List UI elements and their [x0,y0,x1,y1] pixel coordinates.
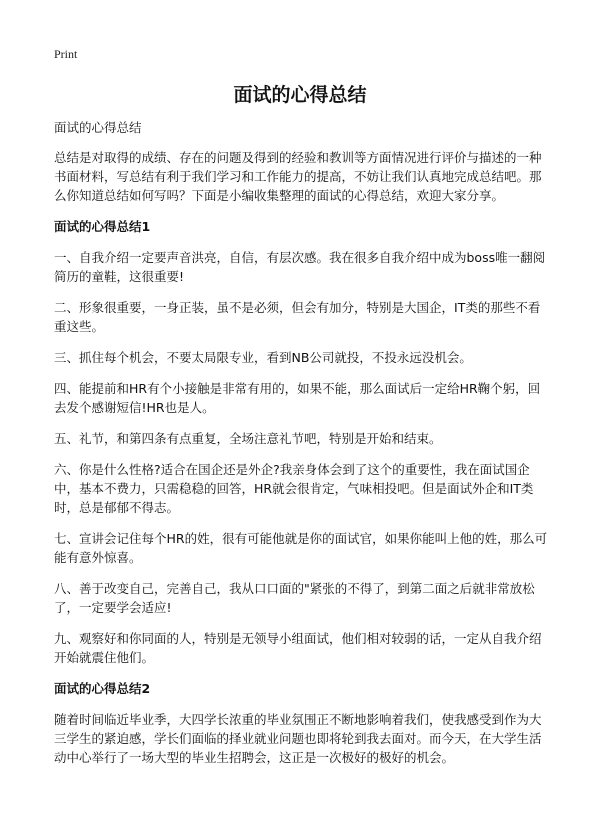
paragraph: 三、抓住每个机会，不要太局限专业，看到NB公司就投，不投永远没机会。 [54,350,472,365]
article-subtitle: 面试的心得总结 [54,120,142,135]
paragraph: 七、宣讲会记住每个HR的姓，很有可能他就是你的面试官，如果你能叫上他的姓，那么可能有意外惊喜。 [54,531,548,565]
paragraph: 五、礼节，和第四条有点重复，全场注意礼节吧，特别是开始和结束。 [54,431,442,446]
intro-paragraph: 总结是对取得的成绩、存在的问题及得到的经验和教训等方面情况进行评价与描述的一种书面材料，写总结有利于我们学习和工作能力的提高，不妨让我们认真地完成总结吧。那么你知道总结如何写吗？下面是小编收集整理的面试的心得总结，欢迎大家分享。 [54,150,542,203]
paragraph: 九、观察好和你同面的人，特别是无领导小组面试，他们相对较弱的话，一定从自我介绍开始就震住他们。 [54,631,542,665]
page-title: 面试的心得总结 [233,84,367,106]
section-heading-1: 面试的心得总结1 [54,219,151,234]
paragraph: 四、能提前和HR有个小接触是非常有用的，如果不能，那么面试后一定给HR鞠个躬，回去发个感谢短信!HR也是人。 [54,381,541,415]
article-body [54,118,552,779]
paragraph: 一、自我介绍一定要声音洪亮，自信，有层次感。我在很多自我介绍中成为boss唯一翻阅简历的童鞋，这很重要! [54,250,546,284]
section-heading-2: 面试的心得总结2 [54,681,151,696]
paragraph: 八、善于改变自己，完善自己，我从口口面的"紧张的不得了，到第二面之后就非常放松了，一定要学会适应! [54,581,535,615]
paragraph: 二、形象很重要，一身正装，虽不是必须，但会有加分，特别是大国企，IT类的那些不看重这些。 [54,300,541,334]
print-link[interactable]: Print [54,47,78,61]
paragraph: 随着时间临近毕业季，大四学长浓重的毕业氛围正不断地影响着我们，使我感受到作为大三学生的紧迫感，学长们面临的择业就业问题也即将轮到我去面对。而今天，在大学生活动中心举行了一场大型的毕业生招聘会，这正是一次极好的极好的机会。 [54,712,542,765]
paragraph: 六、你是什么性格?适合在国企还是外企?我亲身体会到了这个的重要性，我在面试国企中，基本不费力，只需稳稳的回答，HR就会很肯定，气味相投吧。但是面试外企和IT类时，总是郁郁不得志。 [54,462,534,515]
